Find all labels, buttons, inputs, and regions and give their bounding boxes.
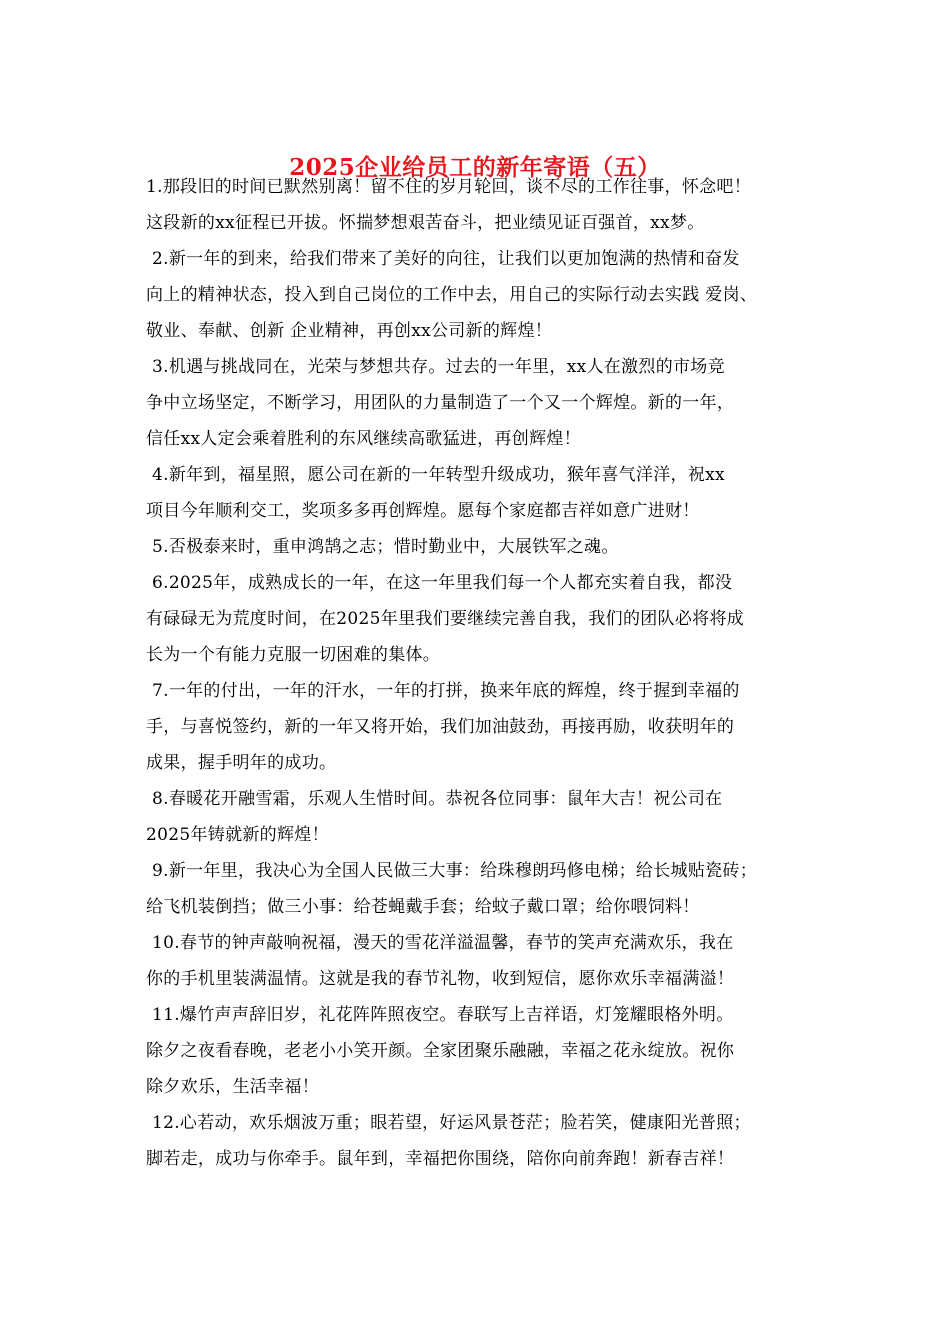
text-line: 5.否极泰来时，重申鸿鹄之志；惜时勤业中，大展铁军之魂。 (152, 537, 619, 557)
text-line: 有碌碌无为荒度时间，在2025年里我们要继续完善自我，我们的团队必将将成 (146, 609, 745, 629)
text-line: 这段新的xx征程已开拔。怀揣梦想艰苦奋斗，把业绩见证百强首，xx梦。 (146, 213, 705, 233)
document-title: 2025企业给员工的新年寄语（五） (289, 154, 661, 181)
text-line: 长为一个有能力克服一切困难的集体。 (146, 645, 441, 665)
text-line: 脚若走，成功与你牵手。鼠年到，幸福把你围绕，陪你向前奔跑！新春吉祥！ (146, 1149, 735, 1169)
text-line: 9.新一年里，我决心为全国人民做三大事：给珠穆朗玛修电梯；给长城贴瓷砖； (152, 861, 758, 881)
text-line: 敬业、奉献、创新 企业精神，再创xx公司新的辉煌！ (146, 321, 553, 341)
text-line: 3.机遇与挑战同在，光荣与梦想共存。过去的一年里，xx人在激烈的市场竞 (152, 357, 725, 377)
text-line: 手，与喜悦签约，新的一年又将开始，我们加油鼓劲，再接再励，收获明年的 (146, 717, 735, 737)
text-line: 8.春暖花开融雪霜，乐观人生惜时间。恭祝各位同事：鼠年大吉！祝公司在 (152, 789, 723, 809)
text-line: 你的手机里装满温情。这就是我的春节礼物，收到短信，愿你欢乐幸福满溢！ (146, 969, 735, 989)
text-line: 向上的精神状态，投入到自己岗位的工作中去，用自己的实际行动去实践 爱岗、 (146, 285, 758, 305)
text-line: 成果，握手明年的成功。 (146, 753, 337, 773)
text-line: 1.那段旧的时间已默然别离！留不住的岁月轮回，谈不尽的工作往事，怀念吧！ (146, 177, 752, 197)
text-line: 争中立场坚定，不断学习，用团队的力量制造了一个又一个辉煌。新的一年， (146, 393, 735, 413)
text-line: 2.新一年的到来，给我们带来了美好的向往，让我们以更加饱满的热情和奋发 (152, 249, 740, 269)
text-line: 7.一年的付出，一年的汗水，一年的打拼，换来年底的辉煌，终于握到幸福的 (152, 681, 740, 701)
text-line: 10.春节的钟声敲响祝福，漫天的雪花洋溢温馨，春节的笑声充满欢乐，我在 (152, 933, 734, 953)
text-line: 给飞机装倒挡；做三小事：给苍蝇戴手套；给蚊子戴口罩；给你喂饲料！ (146, 897, 700, 917)
text-line: 11.爆竹声声辞旧岁，礼花阵阵照夜空。春联写上吉祥语，灯笼耀眼格外明。 (152, 1005, 734, 1025)
text-line: 12.心若动，欢乐烟波万重；眼若望，好运风景苍茫；脸若笑，健康阳光普照； (152, 1113, 751, 1133)
text-line: 项目今年顺利交工，奖项多多再创辉煌。愿每个家庭都吉祥如意广进财！ (146, 501, 700, 521)
text-line: 除夕之夜看春晚，老老小小笑开颜。全家团聚乐融融，幸福之花永绽放。祝你 (146, 1041, 735, 1061)
text-line: 6.2025年，成熟成长的一年，在这一年里我们每一个人都充实着自我，都没 (152, 573, 733, 593)
text-line: 除夕欢乐，生活幸福！ (146, 1077, 319, 1097)
text-line: 信任xx人定会乘着胜利的东风继续高歌猛进，再创辉煌！ (146, 429, 581, 449)
text-line: 2025年铸就新的辉煌！ (146, 825, 329, 845)
text-line: 4.新年到，福星照，愿公司在新的一年转型升级成功，猴年喜气洋洋，祝xx (152, 465, 725, 485)
